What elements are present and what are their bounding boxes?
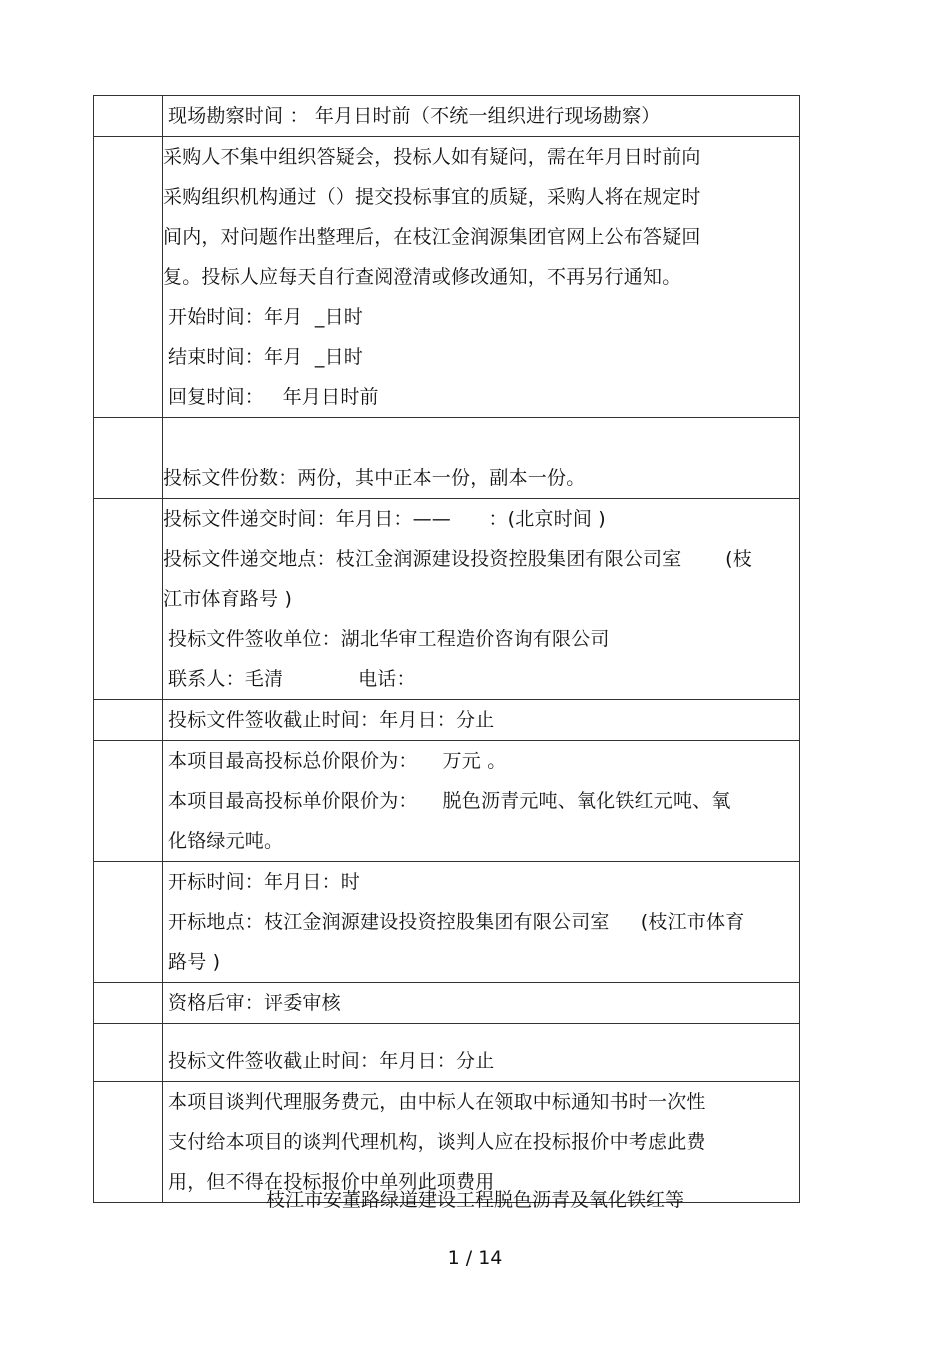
unit-price-limit: 本项目最高投标单价限价为： 脱色沥青元吨、氧化铁红元吨、氧 [168, 790, 731, 812]
row-content-cell [163, 418, 800, 499]
row-label-cell [94, 741, 163, 862]
row-qa [94, 137, 800, 418]
agency-fee-line: 用，但不得在投标报价中单列此项费用 [168, 1171, 495, 1193]
row-label-cell [94, 862, 163, 983]
submission-place: 投标文件递交地点：枝江金润源建设投资控股集团有限公司室 (枝 [163, 548, 752, 570]
row-label-cell [94, 983, 163, 1024]
opening-place-cont: 路号 ) [168, 951, 221, 973]
row-content-cell [163, 741, 800, 862]
deadline-text: 投标文件签收截止时间：年月日：分止 [168, 709, 495, 731]
agency-fee-line: 支付给本项目的谈判代理机构，谈判人应在投标报价中考虑此费 [168, 1131, 706, 1153]
row-site-survey [94, 96, 800, 137]
site-survey-time: 现场勘察时间 ： 年月日时前（不统一组织进行现场勘察） [168, 105, 661, 127]
row-label-cell [94, 137, 163, 418]
page-number: 1 / 14 [447, 1247, 503, 1269]
row-label-cell [94, 1024, 163, 1082]
row-content-cell [163, 862, 800, 983]
opening-place: 开标地点：枝江金润源建设投资控股集团有限公司室 (枝江市体育 [168, 911, 745, 933]
row-deadline [94, 700, 800, 741]
qualification-review: 资格后审：评委审核 [168, 992, 341, 1014]
qa-text-line: 复。投标人应每天自行查阅澄清或修改通知，不再另行通知。 [163, 266, 682, 288]
qa-text-line: 间内，对问题作出整理后，在枝江金润源集团官网上公布答疑回 [163, 226, 701, 248]
row-price-limit [94, 741, 800, 862]
row-label-cell [94, 499, 163, 700]
qa-start-time: 开始时间：年月 _日时 [168, 306, 363, 328]
agency-fee-line: 本项目谈判代理服务费元，由中标人在领取中标通知书时一次性 [168, 1091, 706, 1113]
row-deadline-2 [94, 1024, 800, 1082]
submission-place-cont: 江市体育路号 ) [163, 588, 293, 610]
submission-time: 投标文件递交时间：年月日：—— ：(北京时间 ) [163, 508, 606, 530]
qa-text-line: 采购组织机构通过（）提交投标事宜的质疑，采购人将在规定时 [163, 186, 701, 208]
project-caption: 枝江市安董路绿道建设工程脱色沥青及氧化铁红等 [265, 1189, 684, 1211]
row-submission [94, 499, 800, 700]
contact-info: 联系人：毛清 电话： [168, 668, 416, 690]
row-content-cell [163, 983, 800, 1024]
row-bid-opening [94, 862, 800, 983]
tender-info-table [93, 95, 800, 1203]
row-content-cell [163, 499, 800, 700]
row-content-cell [163, 700, 800, 741]
row-copies [94, 418, 800, 499]
row-content-cell [163, 96, 800, 137]
unit-price-limit-cont: 化铬绿元吨。 [168, 830, 284, 852]
blank-line [163, 1024, 799, 1041]
qa-text-line: 采购人不集中组织答疑会，投标人如有疑问，需在年月日时前向 [163, 146, 701, 168]
qa-end-time: 结束时间：年月 _日时 [168, 346, 363, 368]
receiving-unit: 投标文件签收单位：湖北华审工程造价咨询有限公司 [168, 628, 610, 650]
opening-time: 开标时间：年月日：时 [168, 871, 361, 893]
row-label-cell [94, 96, 163, 137]
qa-reply-time: 回复时间： 年月日时前 [168, 386, 379, 408]
copies-text: 投标文件份数：两份，其中正本一份，副本一份。 [163, 467, 586, 489]
row-label-cell [94, 700, 163, 741]
total-price-limit: 本项目最高投标总价限价为： 万元 。 [168, 750, 507, 772]
row-content-cell [163, 1024, 800, 1082]
row-label-cell [94, 418, 163, 499]
deadline-text: 投标文件签收截止时间：年月日：分止 [168, 1050, 495, 1072]
row-qualification [94, 983, 800, 1024]
row-content-cell [163, 137, 800, 418]
blank-line [163, 418, 799, 458]
